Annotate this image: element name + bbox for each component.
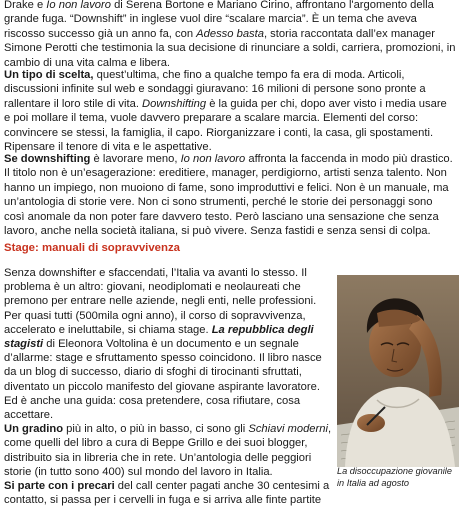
text-run: è lavorare meno, bbox=[90, 153, 181, 165]
paragraph-stage bbox=[4, 266, 336, 422]
paragraph-io-non-lavoro bbox=[4, 152, 456, 238]
paragraph-lead: Un gradino bbox=[4, 423, 64, 436]
text-column bbox=[4, 266, 336, 507]
paragraph-lead: Se downshifting bbox=[4, 153, 91, 165]
article-photo bbox=[337, 275, 459, 467]
text-run: di Serena Bortone e Mariano Cirino, affrontano l'argomento della grande fuga. “Downshift” in inglese vuol dire “scalare marcia”. È un tema che aveva riscosso successo già un anno fa, con bbox=[4, 0, 434, 40]
paragraph-precari bbox=[4, 479, 336, 507]
book-title: Io non lavoro bbox=[180, 153, 246, 165]
text-run: quest’ultima, che fino a qualche tempo fa era di moda. Articoli, discussioni infinite sul web e sondaggi giuravano: 16 milioni di persone sono pronte a rallentare il loro stile di vita. bbox=[4, 69, 426, 110]
book-title: La repubblica degli stagisti bbox=[4, 323, 314, 351]
section-heading: Stage: manuali di sopravvivenza bbox=[4, 242, 180, 254]
book-title: Io non lavoro bbox=[46, 0, 111, 11]
text-run: più in alto, o più in basso, ci sono gli bbox=[63, 423, 249, 436]
text-run: Senza downshifter e sfaccendati, l’Italia va avanti lo stesso. Il problema è un altro: giovani, neodiplomati e neolaureati che premono per entrare nelle aziende, negli enti, nelle professioni. Per quasi tutti (500mila ogni anno), il corso di sopravvivenza, accelerato e ineluttabile, si chiama stage. bbox=[4, 267, 317, 336]
paragraph-schiavi bbox=[4, 422, 336, 479]
text-run: , storia raccontata dall’ex manager Simone Perotti che testimonia la sua decisione di rinunciare a soldi, carriera, promozioni, in cambio di una vita calma e libera. bbox=[4, 27, 456, 69]
text-run: è la guida per chi, dopo aver visto i media usare e poi mollare il tema, vuole davvero preparare a scalare marcia. Elementi del corso: convincere se stessi, la famiglia, il capo. Riorganizzare i conti, la casa, gli spostamenti. Ripensare il tenore di vita e le aspettative. bbox=[4, 97, 447, 154]
intro-paragraph bbox=[4, 0, 456, 70]
text-run: affronta la faccenda in modo più drastico. Il titolo non è un’esagerazione: ereditiere, manager, perdigiorno, artisti senza talento. Non hanno un impiego, non muoiono di fame, sono improduttivi e felici. Non è un manuale, ma un’antologia di storie vere. Non ci sono strumenti, perché le storie dei personaggi sono così anomale da non poter fare davvero testo. Però lasciano una sensazione che senza lavoro, anche nella società italiana, si può vivere. Senza fastidi e senza sensi di colpa. bbox=[4, 153, 453, 238]
text-run: , come quelli del libro a cura di Beppe Grillo e dei suoi blogger, distribuito sia in libreria che in rete. Un’antologia delle peggiori storie (in tutto sono 400) sul mondo del lavoro in Italia. bbox=[4, 423, 332, 478]
text-run: Drake e bbox=[4, 0, 47, 11]
photo-illustration bbox=[337, 275, 459, 467]
paragraph-lead: Si parte con i precari bbox=[4, 480, 115, 493]
text-run: del call center pagati anche 30 centesimi a contatto, si passa per i cervelli in fuga e si arriva alle finte partite bbox=[4, 480, 330, 507]
paragraph-lead: Un tipo di scelta, bbox=[4, 69, 94, 81]
paragraph-downshifting bbox=[4, 68, 456, 154]
book-title: Adesso basta bbox=[196, 27, 264, 40]
book-title: Schiavi moderni bbox=[248, 423, 328, 436]
text-run: di Eleonora Voltolina è un documento e un segnale d’allarme: stage e sfruttamento spesso coincidono. Il libro nasce da un blog di successo, diario di sfoghi di tirocinanti sfruttati, diventato un piccolo manifesto del giovane aspirante lavoratore. Ed è anche una guida: cosa pretendere, cosa rifiutare, cosa accettare. bbox=[4, 338, 322, 422]
book-title: Downshifting bbox=[142, 97, 207, 110]
photo-caption: La disoccupazione giovanile in Italia ad agosto bbox=[337, 466, 452, 488]
